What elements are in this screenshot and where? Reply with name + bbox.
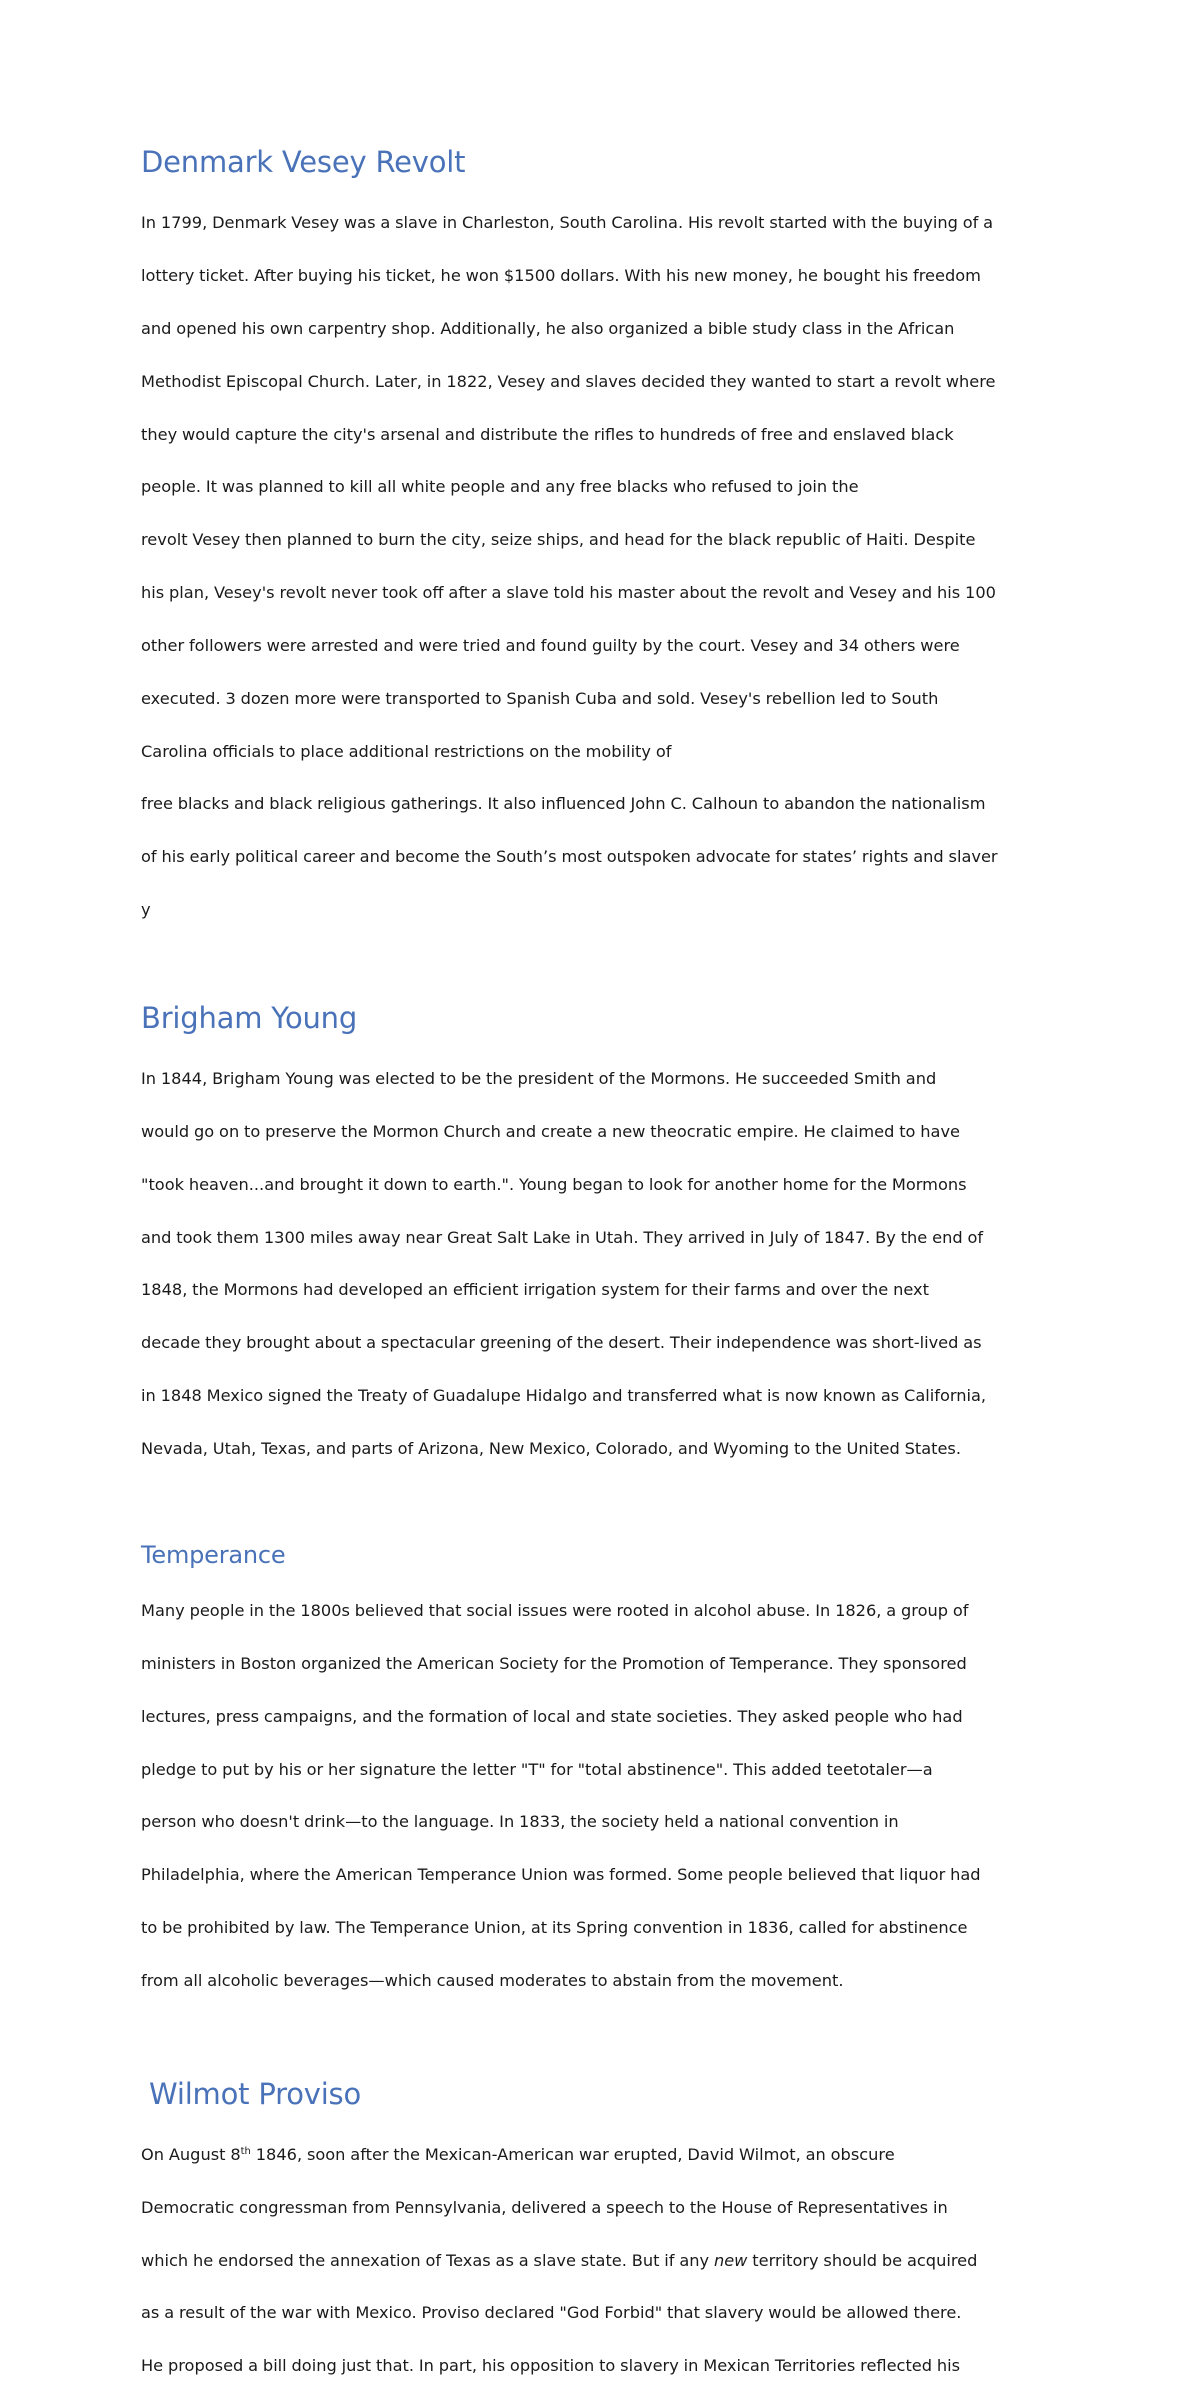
text-line: revolt Vesey then planned to burn the city, seize ships, and head for the black republic of Haiti. Despite (141, 530, 976, 550)
text-line (141, 2142, 1071, 2168)
section-heading: Brigham Young (141, 1000, 358, 1035)
text-line: Carolina officials to place additional restrictions on the mobility of (141, 741, 672, 761)
text-line: and opened his own carpentry shop. Additionally, he also organized a bible study class in the African (141, 319, 955, 339)
text-run: territory should be acquired (747, 2250, 978, 2270)
text-line: ministers in Boston organized the American Society for the Promotion of Temperance. They sponsored (141, 1653, 967, 1673)
text-line: from all alcoholic beverages—which caused moderates to abstain from the movement. (141, 1970, 844, 1990)
section-body (141, 184, 1071, 950)
section-heading: Temperance (141, 1540, 286, 1569)
text-line: 1848, the Mormons had developed an efficient irrigation system for their farms and over the next (141, 1280, 929, 1300)
section-heading: Denmark Vesey Revolt (141, 145, 466, 179)
text-line: lectures, press campaigns, and the formation of local and state societies. They asked people who had (141, 1706, 963, 1726)
text-line: Nevada, Utah, Texas, and parts of Arizona, New Mexico, Colorado, and Wyoming to the United States. (141, 1438, 962, 1458)
text-line: He proposed a bill doing just that. In part, his opposition to slavery in Mexican Territories reflected his (141, 2356, 961, 2376)
text-run: 1846, soon after the Mexican-American war erupted, David Wilmot, an obscure (250, 2145, 895, 2164)
text-line: Democratic congressman from Pennsylvania, delivered a speech to the House of Representatives in (141, 2197, 948, 2217)
section-denmark-vesey (141, 140, 1071, 950)
text-line: of his early political career and become the South’s most outspoken advocate for states’ rights and slaver (141, 847, 998, 867)
text-line: in 1848 Mexico signed the Treaty of Guadalupe Hidalgo and transferred what is now known as California, (141, 1386, 987, 1406)
emphasis-text: new (713, 2250, 748, 2270)
text-line: his plan, Vesey's revolt never took off after a slave told his master about the revolt and Vesey and his 100 (141, 583, 996, 603)
text-line: as a result of the war with Mexico. Proviso declared "God Forbid" that slavery would be allowed there. (141, 2303, 962, 2323)
text-line: decade they brought about a spectacular greening of the desert. Their independence was short-lived as (141, 1333, 982, 1353)
text-line: Methodist Episcopal Church. Later, in 1822, Vesey and slaves decided they wanted to start a revolt where (141, 371, 996, 391)
text-line: people. It was planned to kill all white people and any free blacks who refused to join the (141, 477, 859, 497)
text-run: On August 8 (141, 2145, 241, 2164)
text-line: free blacks and black religious gatherings. It also influenced John C. Calhoun to abandon the nationalism (141, 794, 986, 814)
text-line: In 1844, Brigham Young was elected to be the president of the Mormons. He succeeded Smith and (141, 1069, 937, 1089)
section-body (141, 1572, 1071, 2021)
section-heading: Wilmot Proviso (149, 2076, 362, 2111)
section-body (141, 2116, 1071, 2406)
text-line (141, 2248, 1071, 2274)
text-line: to be prohibited by law. The Temperance Union, at its Spring convention in 1836, called for abstinence (141, 1917, 968, 1937)
section-temperance (141, 1538, 1071, 2021)
section-wilmot-proviso (141, 2072, 1071, 2406)
text-line: would go on to preserve the Mormon Church and create a new theocratic empire. He claimed to have (141, 1122, 961, 1141)
text-line: executed. 3 dozen more were transported to Spanish Cuba and sold. Vesey's rebellion led to South (141, 688, 939, 708)
text-line: they would capture the city's arsenal and distribute the rifles to hundreds of free and enslaved black (141, 424, 954, 444)
section-body (141, 1040, 1071, 1489)
text-line: person who doesn't drink—to the language. In 1833, the society held a national convention in (141, 1812, 899, 1832)
text-line: Many people in the 1800s believed that social issues were rooted in alcohol abuse. In 1826, a group of (141, 1601, 969, 1621)
text-line: and took them 1300 miles away near Great Salt Lake in Utah. They arrived in July of 1847. By the end of (141, 1227, 984, 1247)
text-line: pledge to put by his or her signature the letter "T" for "total abstinence". This added teetotaler—a (141, 1759, 933, 1779)
text-line: lottery ticket. After buying his ticket, he won $1500 dollars. With his new money, he bought his freedom (141, 266, 981, 286)
text-line: other followers were arrested and were tried and found guilty by the court. Vesey and 34 others were (141, 635, 960, 655)
section-brigham-young (141, 996, 1071, 1489)
text-run: which he endorsed the annexation of Texas as a slave state. But if any (141, 2250, 714, 2270)
document-page (141, 140, 1071, 2406)
text-line: "took heaven...and brought it down to earth.". Young began to look for another home for the Mormons (141, 1174, 967, 1194)
text-line: y (141, 899, 151, 919)
text-line: In 1799, Denmark Vesey was a slave in Charleston, South Carolina. His revolt started with the buying of a (141, 213, 994, 233)
ordinal-suffix: th (240, 2146, 251, 2157)
text-line: Philadelphia, where the American Temperance Union was formed. Some people believed that liquor had (141, 1865, 981, 1885)
